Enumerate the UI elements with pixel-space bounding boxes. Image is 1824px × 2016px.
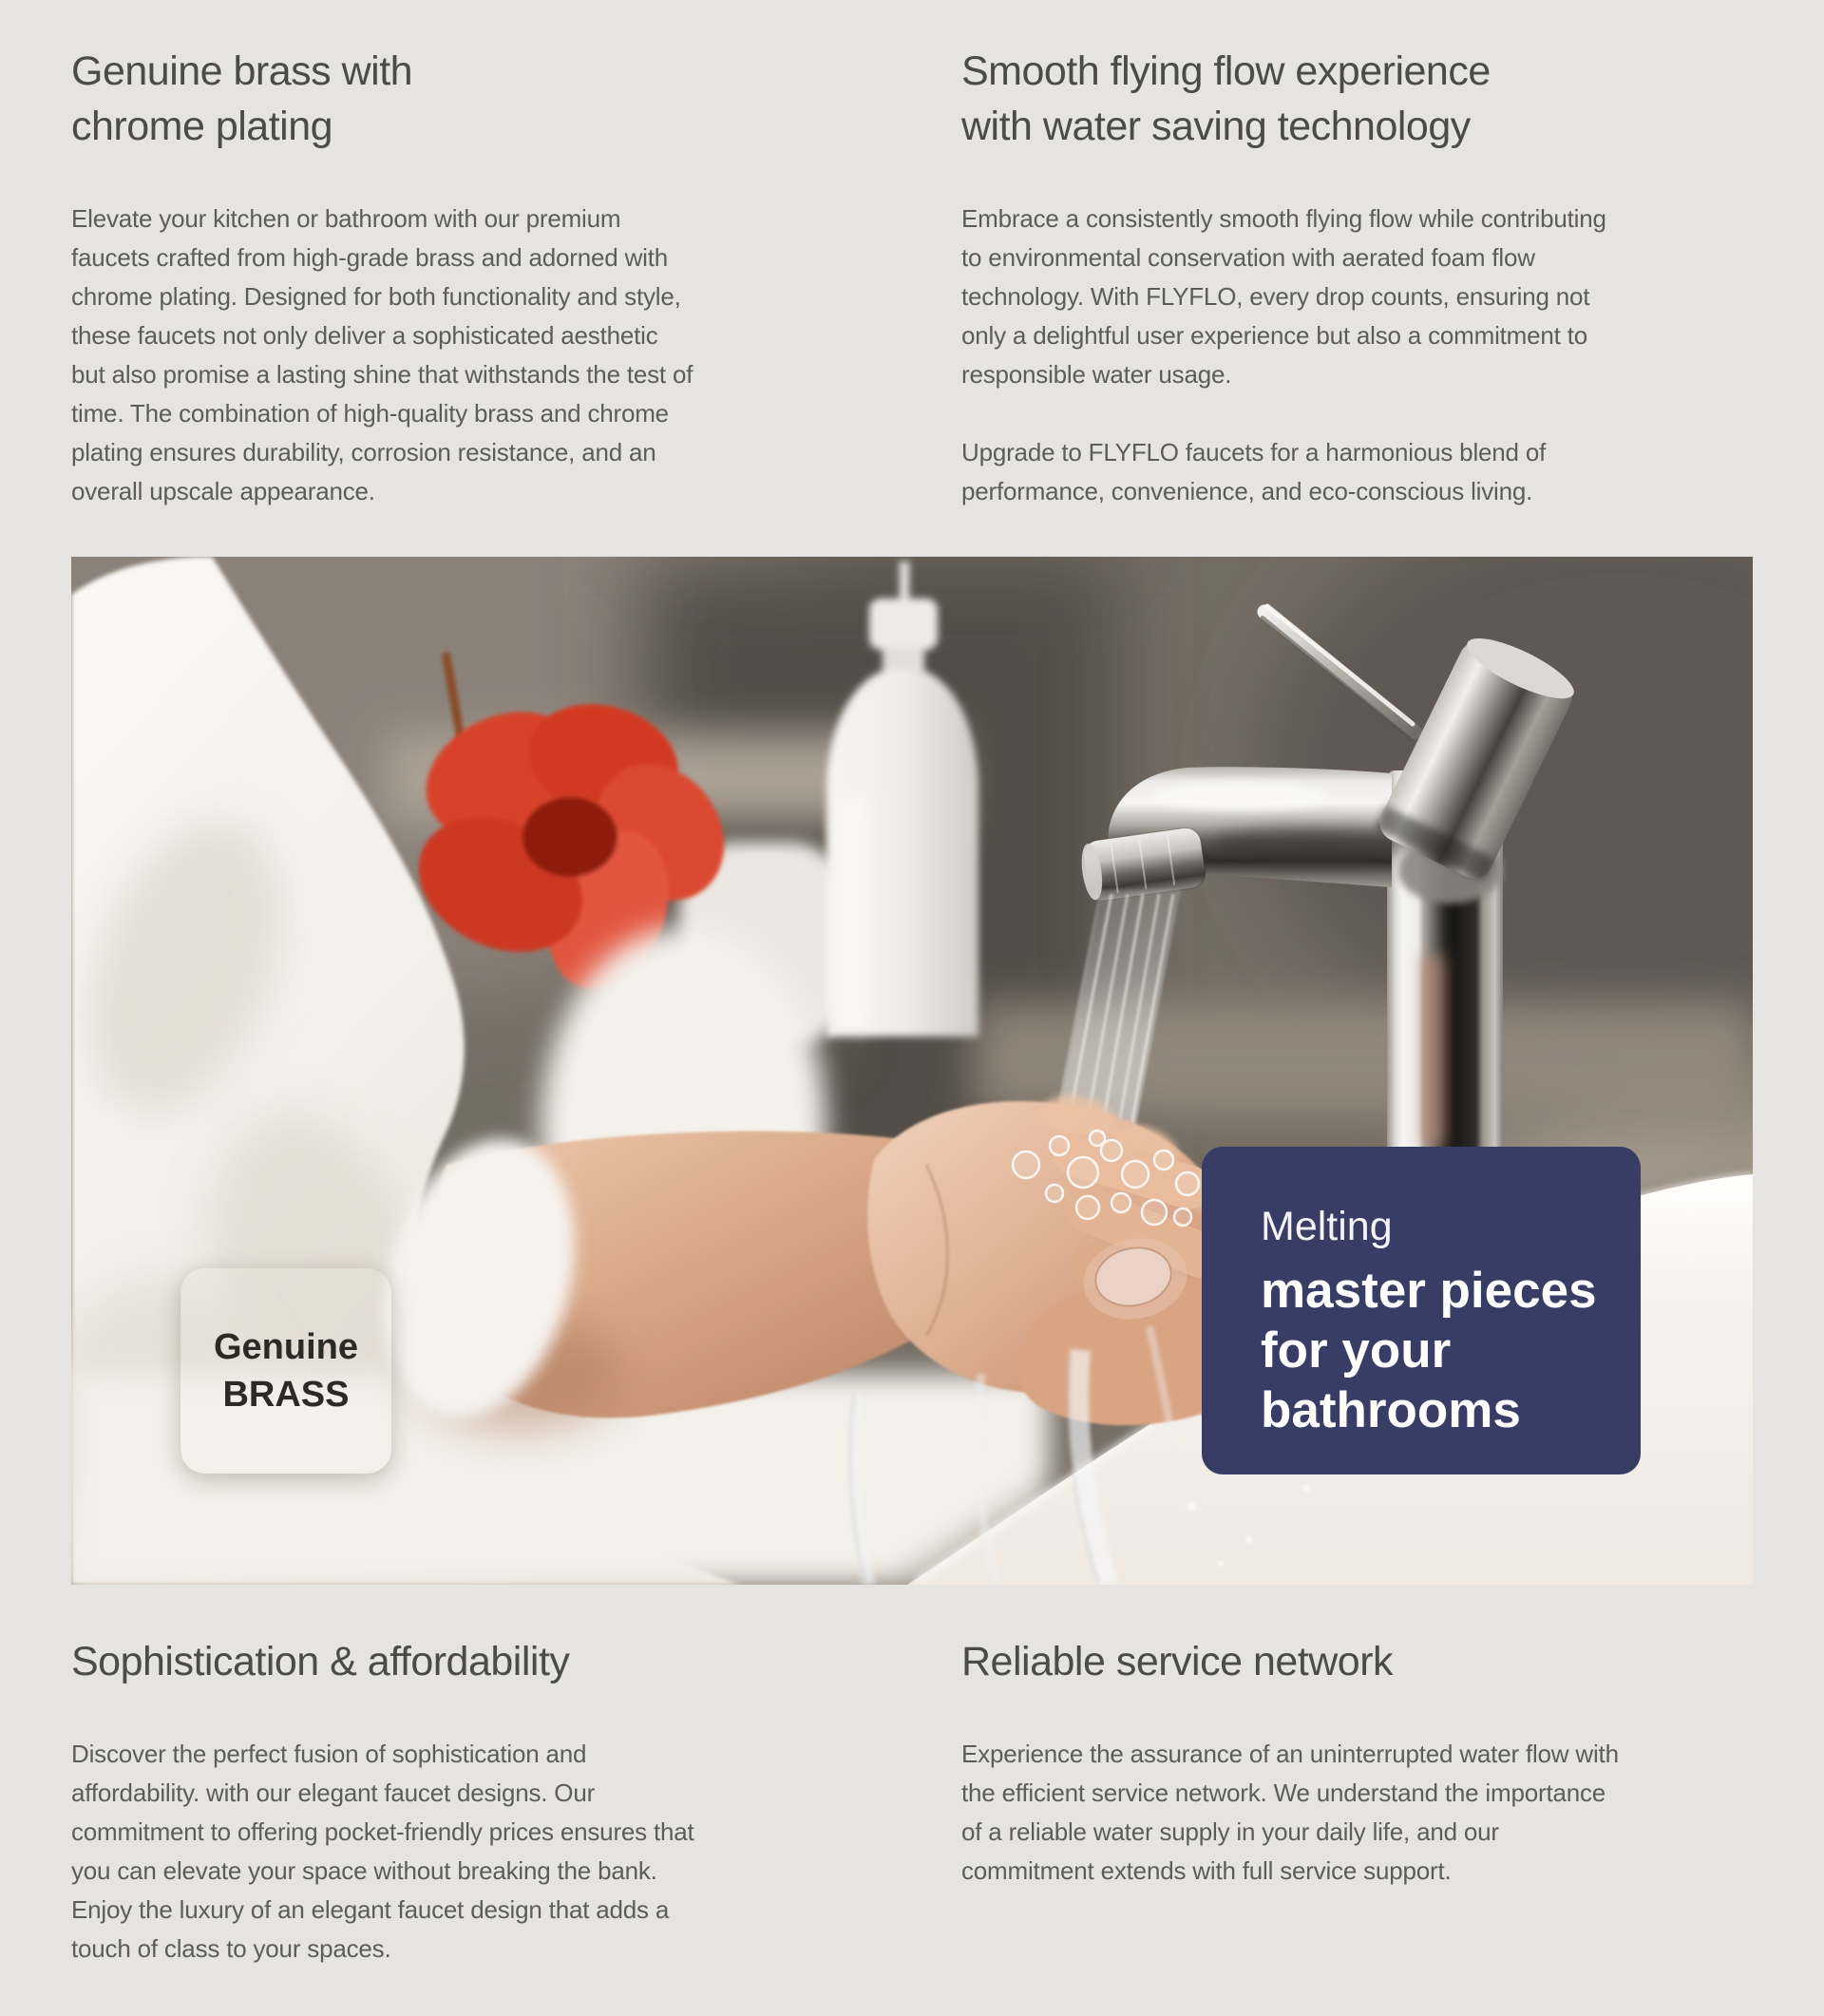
section-sophistication <box>71 1634 708 1968</box>
section-brass <box>71 44 698 511</box>
genuine-brass-badge <box>180 1268 391 1474</box>
service-body: Experience the assurance of an uninterrupted water flow with the efficient service network. We understand the importance of a reliable water supply in your daily life, and our commitment extends with full service support. <box>961 1740 1619 1885</box>
section-flow <box>961 44 1626 511</box>
brass-body: Elevate your kitchen or bathroom with our premium faucets crafted from high-grade brass and adorned with chrome plating. Designed for both functionality and style, these faucets not only deliver a sophisticated aesthetic but also promise a lasting shine that withstands the test of time. The combination of high-quality brass and chrome plating ensures durability, corrosion resistance, and an overall upscale appearance. <box>71 204 694 505</box>
masterpieces-overlay-card <box>1202 1147 1641 1474</box>
overlay-line-3: bathrooms <box>1261 1382 1521 1438</box>
flow-body-2: Upgrade to FLYFLO faucets for a harmonious blend of performance, convenience, and eco-conscious living. <box>961 438 1547 505</box>
badge-line-2: BRASS <box>222 1375 350 1415</box>
brass-heading: Genuine brass with chrome plating <box>71 48 413 149</box>
flow-body-1: Embrace a consistently smooth flying flow while contributing to environmental conservation with aerated foam flow technology. With FLYFLO, every drop counts, ensuring not only a delightful user experience but also a commitment to responsible water usage. <box>961 204 1606 389</box>
overlay-intro: Melting <box>1261 1204 1393 1249</box>
sophistication-body: Discover the perfect fusion of sophistication and affordability. with our elegant faucet designs. Our commitment to offering pocket-friendly prices ensures that you can elevate your space without breaking the bank. Enjoy the luxury of an elegant faucet design that adds a touch of class to your spaces. <box>71 1740 694 1963</box>
product-photo <box>71 557 1753 1585</box>
section-service <box>961 1634 1626 1891</box>
flow-heading: Smooth flying flow experience with water saving technology <box>961 48 1491 149</box>
overlay-line-1: master pieces <box>1261 1263 1597 1319</box>
sophistication-heading: Sophistication & affordability <box>71 1639 570 1684</box>
overlay-line-2: for your <box>1261 1322 1452 1379</box>
badge-line-1: Genuine <box>213 1327 359 1367</box>
service-heading: Reliable service network <box>961 1639 1394 1684</box>
